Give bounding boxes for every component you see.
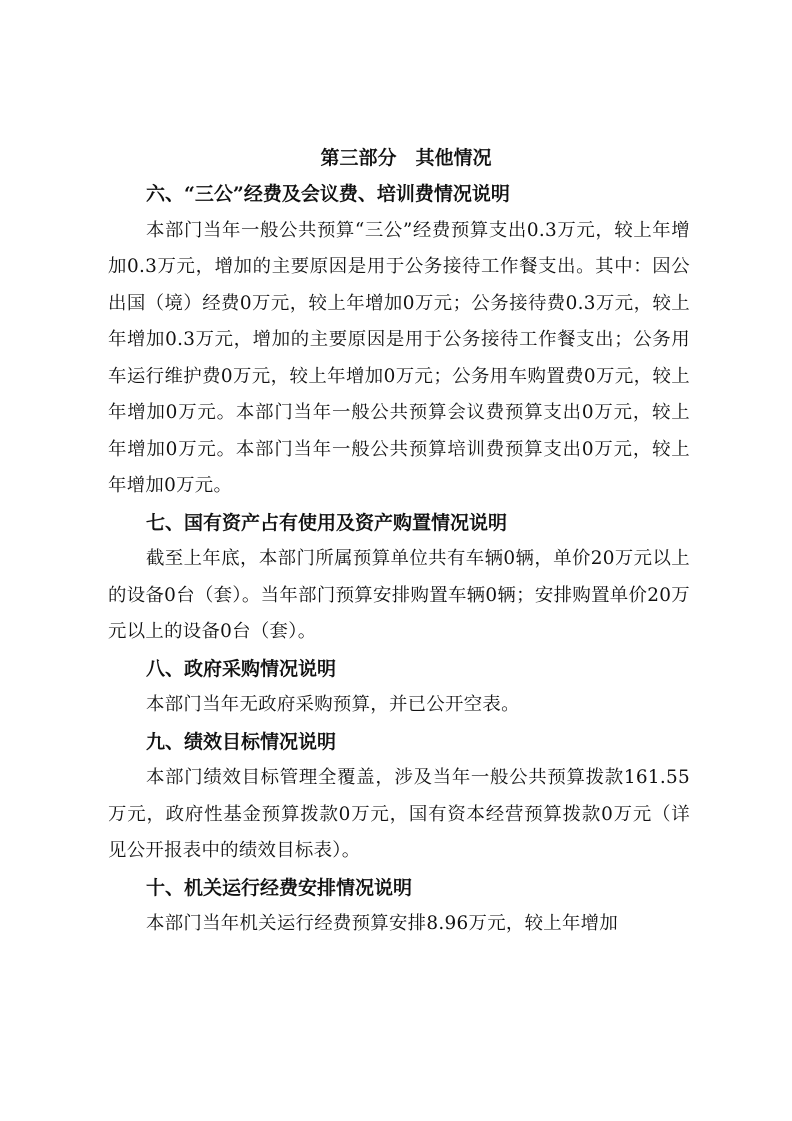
section-paragraph: 本部门绩效目标管理全覆盖，涉及当年一般公共预算拨款161.55万元，政府性基金预算拨款0万元，国有资本经营预算拨款0万元（详见公开报表中的绩效目标表）。	[108, 767, 690, 861]
section-paragraph: 本部门当年一般公共预算“三公”经费预算支出0.3万元，较上年增加0.3万元，增加的主要原因是用于公务接待工作餐支出。其中：因公出国（境）经费0万元，较上年增加0万元；公务接待费0.3万元，较上年增加0.3万元，增加的主要原因是用于公务接待工作餐支出；公务用车运行维护费0万元，较上年增加0万元；公务用车购置费0万元，较上年增加0万元。本部门当年一般公共预算会议费预算支出0万元，较上年增加0万元。本部门当年一般公共预算培训费预算支出0万元，较上年增加0万元。	[108, 219, 690, 496]
document-content	[108, 140, 690, 943]
section-heading: 六、“三公”经费及会议费、培训费情况说明	[146, 183, 510, 205]
section-eight	[108, 651, 690, 724]
section-heading: 十、机关运行经费安排情况说明	[146, 876, 413, 899]
section-seven	[108, 505, 690, 651]
section-nine	[108, 724, 690, 870]
section-paragraph: 截至上年底，本部门所属预算单位共有车辆0辆，单价20万元以上的设备0台（套）。当年部门预算安排购置车辆0辆；安排购置单价20万元以上的设备0台（套）。	[108, 548, 690, 642]
section-paragraph: 本部门当年机关运行经费预算安排8.96万元，较上年增加	[146, 913, 619, 934]
section-ten	[108, 870, 690, 943]
section-heading: 七、国有资产占有使用及资产购置情况说明	[146, 511, 508, 534]
part-title: 第三部分 其他情况	[320, 147, 492, 169]
section-heading: 九、绩效目标情况说明	[146, 730, 337, 753]
section-paragraph: 本部门当年无政府采购预算，并已公开空表。	[146, 694, 520, 715]
section-six	[108, 176, 690, 505]
section-heading: 八、政府采购情况说明	[146, 657, 337, 680]
